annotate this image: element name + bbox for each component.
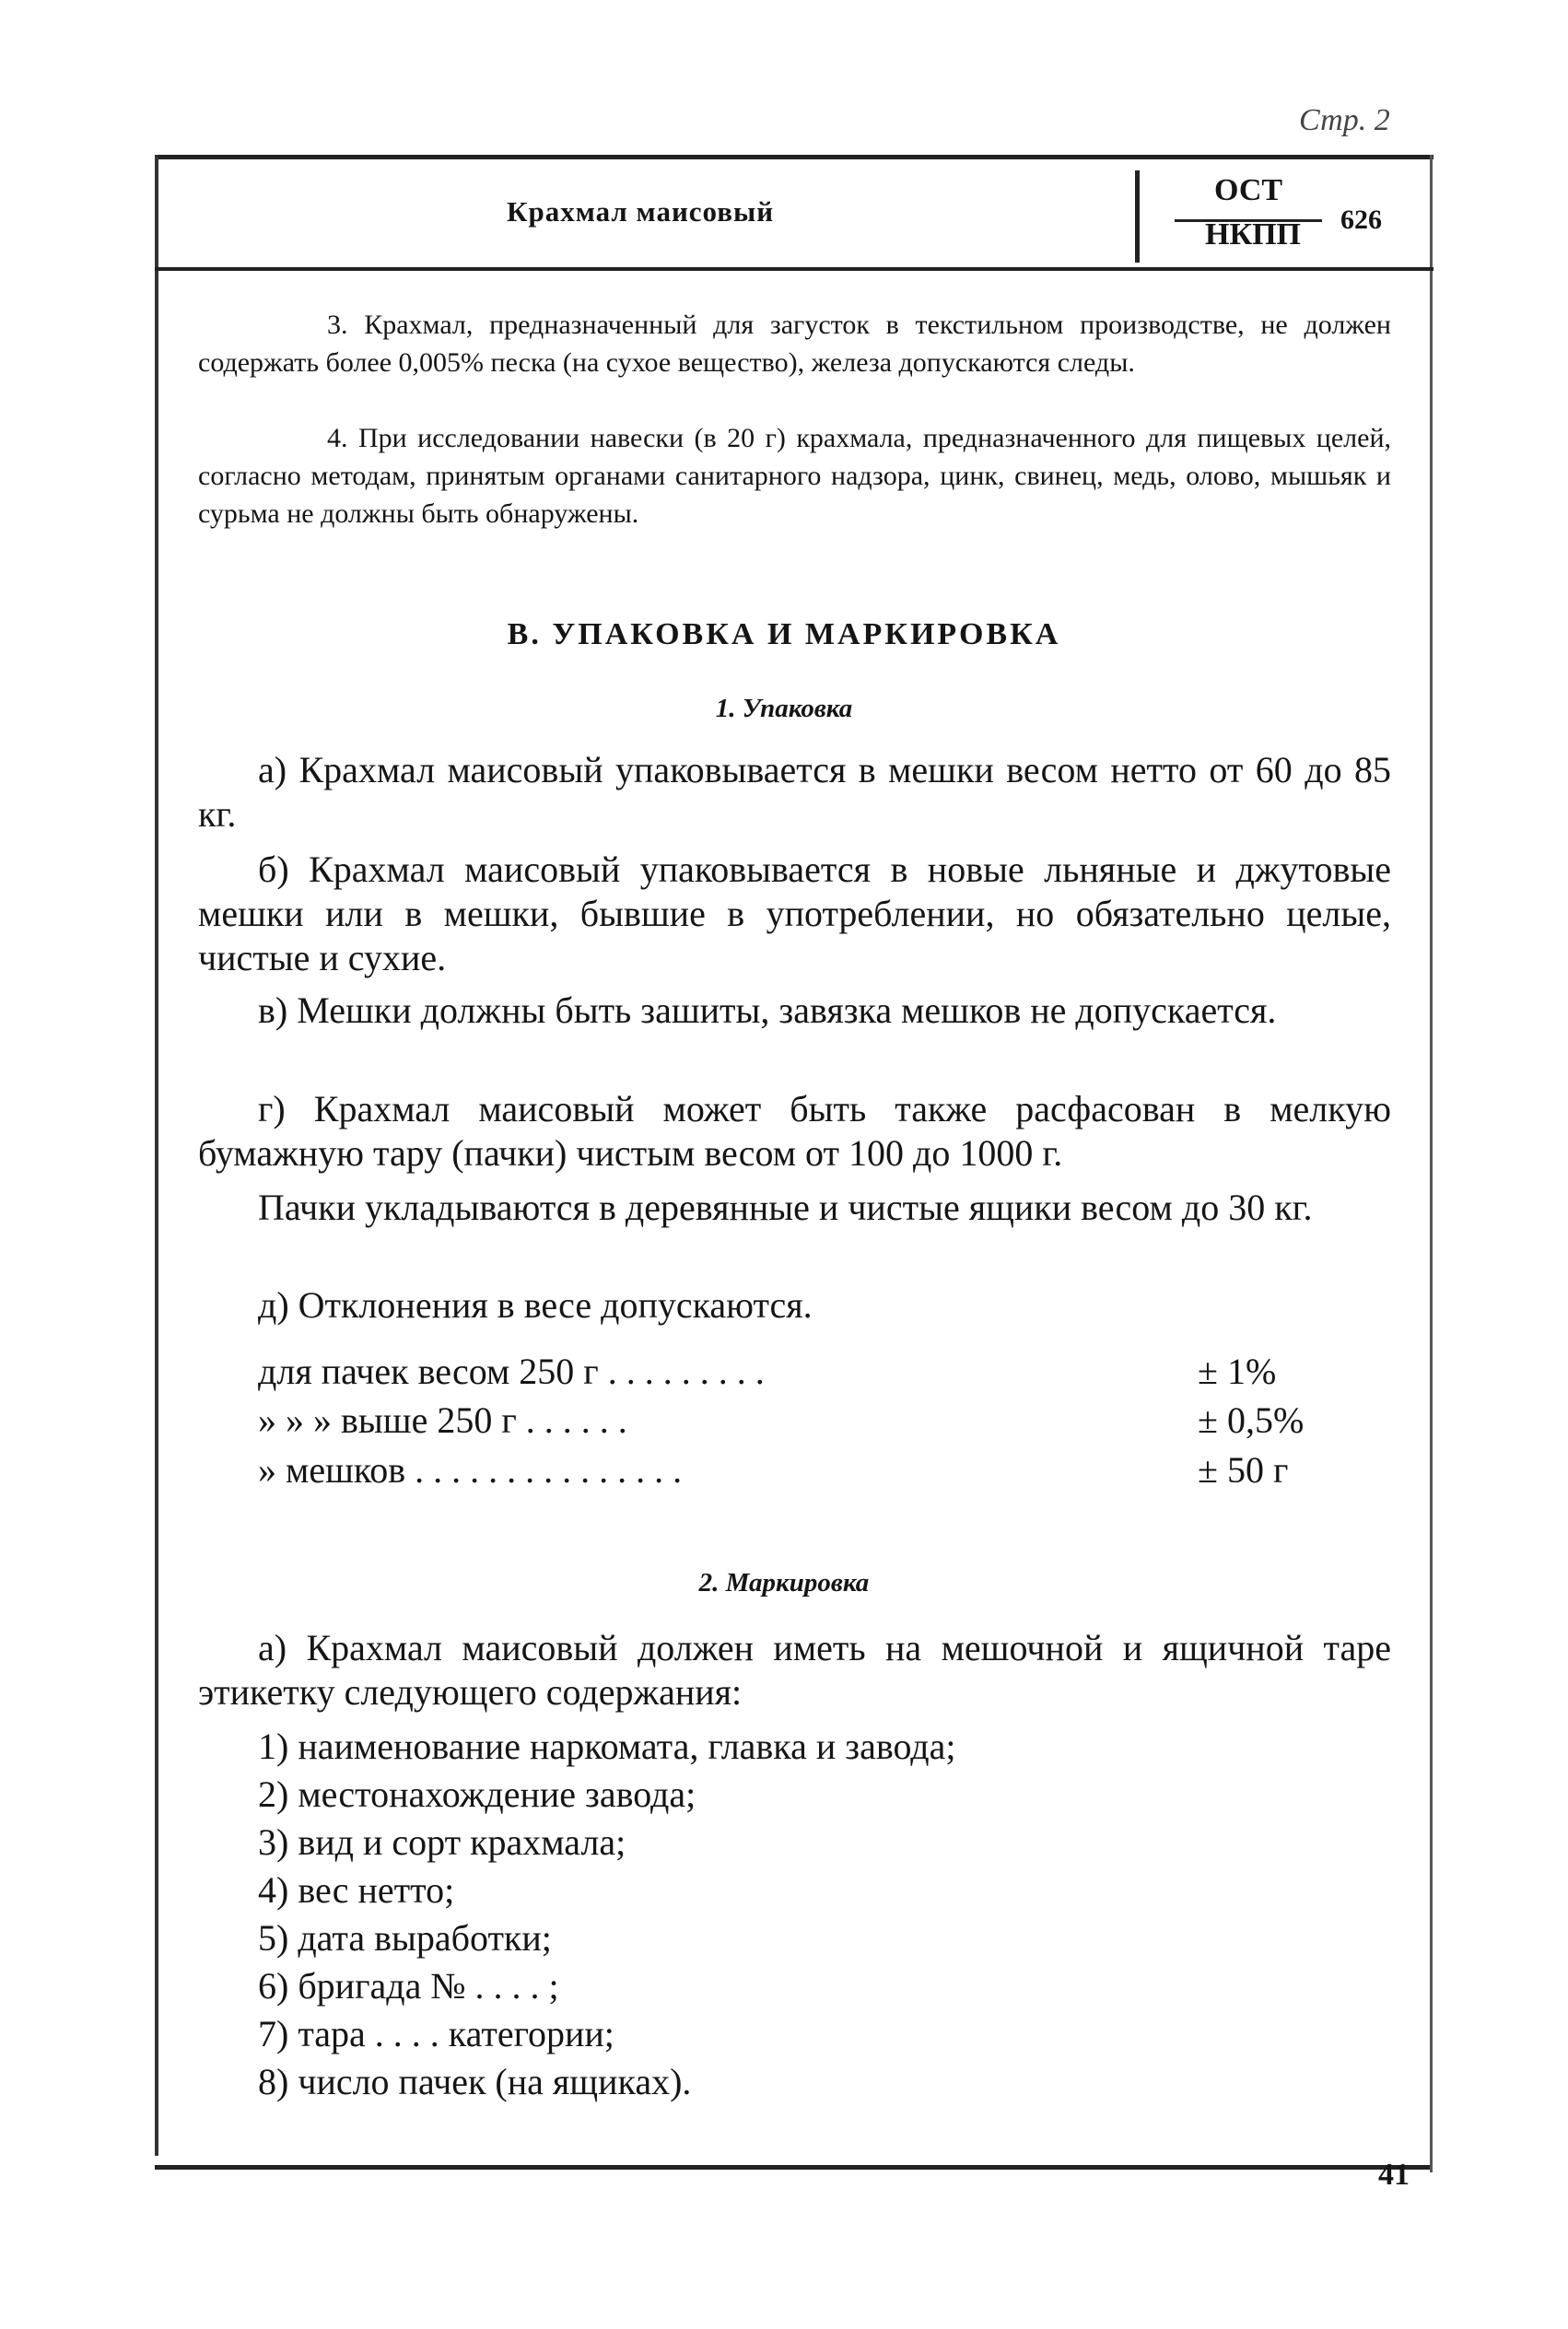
footer-page-number: 41 xyxy=(1378,2158,1410,2192)
packing-title: 1. Упаковка xyxy=(715,694,853,723)
ost-number: 626 xyxy=(1340,205,1382,235)
paragraph-4: 4. При исследовании навески (в 20 г) крахмала, предназначенного для пищевых целей, согласно методам, принятым органами санитарного надзора, цинк, свинец, медь, олово, мышьяк и сурьма не должны быть обнаружены. xyxy=(198,423,1391,529)
packing-paragraph-packs: Пачки укладываются в деревянные и чистые ящики весом до 30 кг. xyxy=(258,1187,1313,1228)
list-item: 7) тара . . . . категории; xyxy=(258,2013,614,2054)
document-title: Крахмал маисовый xyxy=(507,195,775,228)
tolerance-value: ± 0,5% xyxy=(1198,1399,1305,1441)
nkpp-label: НКПП xyxy=(1205,217,1301,252)
frame-top-border xyxy=(155,155,1433,159)
tolerance-label: » » » выше 250 г . . . . . . xyxy=(258,1399,627,1441)
list-item: 2) местонахождение завода; xyxy=(258,1773,696,1815)
header-divider xyxy=(1135,170,1140,263)
tolerance-label: для пачек весом 250 г . . . . . . . . . xyxy=(258,1351,765,1392)
list-item: 4) вес нетто; xyxy=(258,1869,455,1911)
ost-label: ОСТ xyxy=(1213,173,1283,207)
section-title: В. УПАКОВКА И МАРКИРОВКА xyxy=(507,617,1061,651)
packing-paragraph-a: а) Крахмал маисовый упаковывается в мешки весом нетто от 60 до 85 кг. xyxy=(198,749,1391,835)
list-item: 8) число пачек (на ящиках). xyxy=(258,2061,692,2102)
packing-paragraph-g: г) Крахмал маисовый может быть также расфасован в мелкую бумажную тару (пачки) чистым весом от 100 до 1000 г. xyxy=(198,1088,1391,1174)
list-item: 5) дата выработки; xyxy=(258,1917,552,1959)
list-item: 1) наименование наркомата, главка и завода; xyxy=(258,1726,956,1767)
packing-paragraph-v: в) Мешки должны быть зашиты, завязка мешков не допускается. xyxy=(258,989,1277,1031)
header-rule xyxy=(155,267,1433,271)
page-number-label: Стр. 2 xyxy=(1299,103,1390,137)
marking-intro: а) Крахмал маисовый должен иметь на мешочной и ящичной таре этикетку следующего содержания: xyxy=(198,1627,1391,1713)
bottom-rule xyxy=(155,2165,1430,2170)
paragraph-3: 3. Крахмал, предназначенный для загусток в текстильном производстве, не должен содержать более 0,005% песка (на сухое вещество), железа допускаются следы. xyxy=(198,310,1391,378)
tolerance-label: » мешков . . . . . . . . . . . . . . . xyxy=(258,1449,683,1491)
frame-right-border xyxy=(1430,155,1433,2172)
marking-title: 2. Маркировка xyxy=(698,1568,870,1598)
list-item: 6) бригада № . . . . ; xyxy=(258,1965,559,2007)
list-item: 3) вид и сорт крахмала; xyxy=(258,1821,626,1863)
tolerance-value: ± 1% xyxy=(1198,1351,1277,1392)
packing-paragraph-b: б) Крахмал маисовый упаковывается в новые льняные и джутовые мешки или в мешки, бывшие в употреблении, но обязательно целые, чистые и сухие. xyxy=(198,849,1391,978)
tolerance-value: ± 50 г xyxy=(1198,1449,1289,1491)
packing-paragraph-d: д) Отклонения в весе допускаются. xyxy=(258,1284,813,1326)
frame-left-border xyxy=(155,155,158,2156)
